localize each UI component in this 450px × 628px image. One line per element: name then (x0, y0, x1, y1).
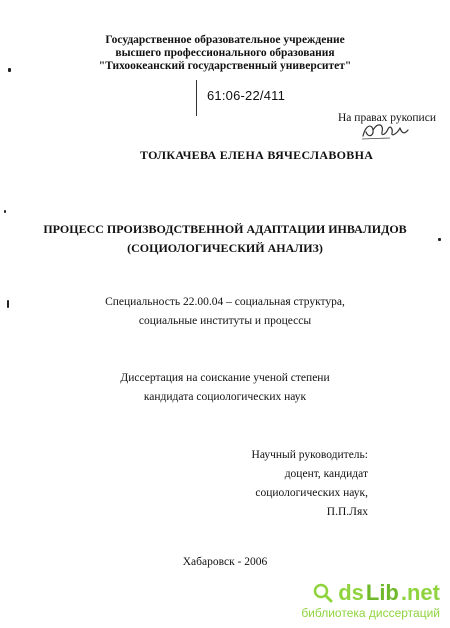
supervisor-line: П.П.Лях (326, 506, 368, 518)
scan-mark (4, 210, 6, 213)
logo-part-ds: ds (338, 580, 364, 605)
title-line: ПРОЦЕСС ПРОИЗВОДСТВЕННОЙ АДАПТАЦИИ ИНВАЛИДОВ (43, 222, 407, 236)
specialty (0, 293, 450, 331)
institution-line: высшего профессионального образования (115, 47, 335, 59)
rights-notice: На правах рукописи (338, 112, 436, 124)
logo-part-lib: Lib (365, 580, 399, 605)
magnifier-icon (313, 583, 333, 603)
institution-line: "Тихоокеанский государственный университет" (98, 60, 352, 72)
degree-line: кандидата социологических наук (143, 391, 307, 403)
supervisor-line: социологических наук, (255, 487, 368, 499)
specialty-line: социальные институты и процессы (138, 315, 312, 327)
supervisor-line: Научный руководитель: (251, 449, 368, 461)
dissertation-title (0, 220, 450, 258)
supervisor-line: доцент, кандидат (284, 468, 368, 480)
institution-line: Государственное образовательное учреждение (105, 34, 345, 46)
dslib-watermark[interactable] (301, 582, 440, 620)
margin-line (196, 80, 197, 116)
specialty-line: Специальность 22.00.04 – социальная структура, (105, 296, 345, 308)
call-number: 61:06-22/411 (207, 88, 286, 103)
degree-statement (0, 369, 450, 407)
city-year: Хабаровск - 2006 (182, 556, 268, 568)
author-name: ТОЛКАЧЕВА ЕЛЕНА ВЯЧЕСЛАВОВНА (140, 148, 374, 162)
supervisor-block (252, 446, 368, 522)
author-signature (360, 120, 410, 142)
title-line: (СОЦИОЛОГИЧЕСКИЙ АНАЛИЗ) (127, 241, 323, 255)
degree-line: Диссертация на соискание ученой степени (120, 372, 330, 384)
institution-header (0, 34, 450, 73)
logo-part-net: .net (400, 580, 440, 605)
dslib-subtitle: библиотека диссертаций (301, 606, 440, 620)
dslib-logo (301, 582, 440, 604)
